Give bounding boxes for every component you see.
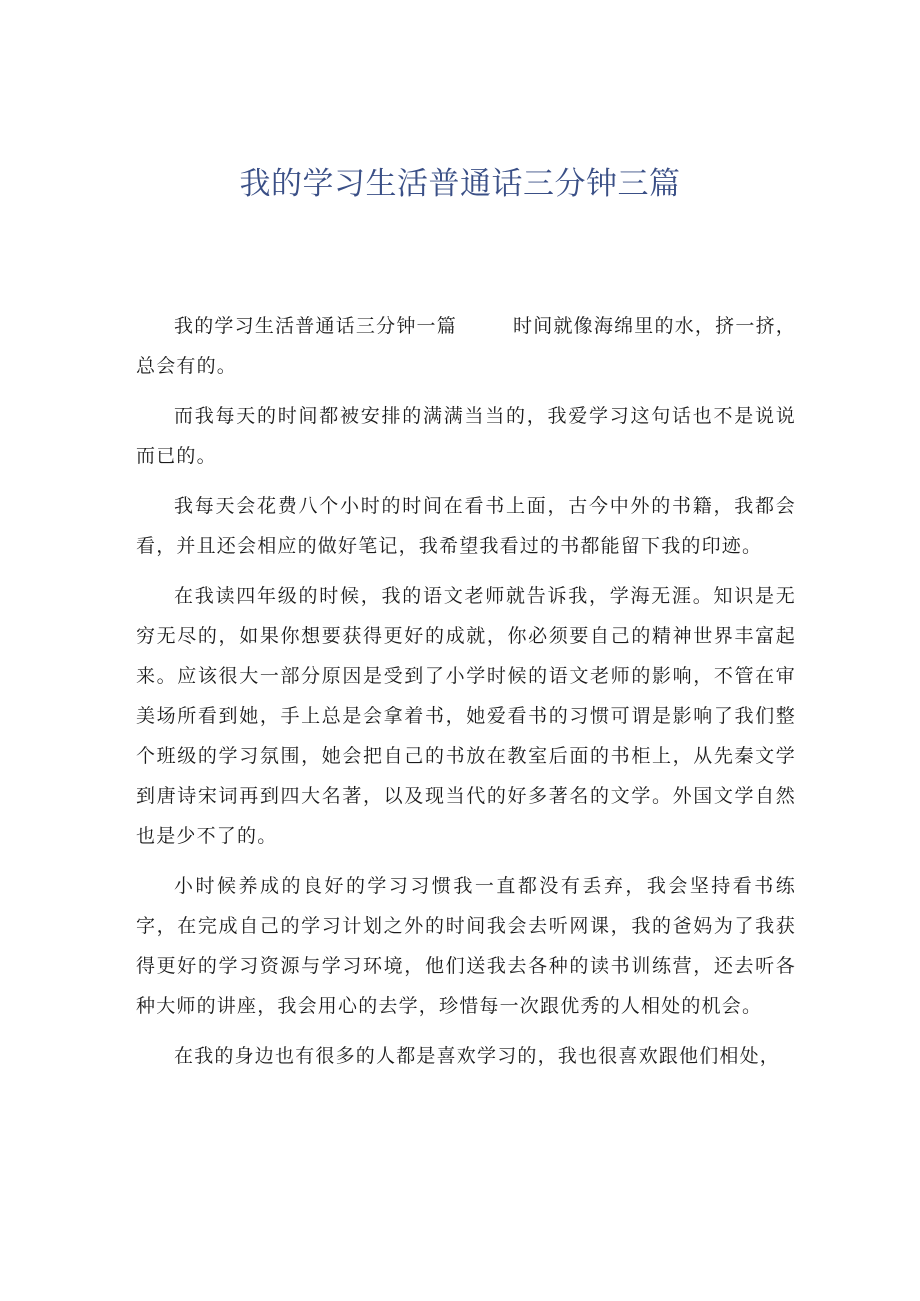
document-body: [136, 306, 796, 1086]
intro-paragraph: [136, 306, 796, 386]
paragraph-1: 而我每天的时间都被安排的满满当当的，我爱学习这句话也不是说说而已的。: [136, 405, 796, 467]
paragraph-5: 在我的身边也有很多的人都是喜欢学习的，我也很喜欢跟他们相处，: [174, 1045, 781, 1067]
paragraph-4: 小时候养成的良好的学习习惯我一直都没有丢弃，我会坚持看书练字，在完成自己的学习计划之外的时间我会去听网课，我的爸妈为了我获得更好的学习资源与学习环境，他们送我去各种的读书训练营，还去听各种大师的讲座，我会用心的去学，珍惜每一次跟优秀的人相处的机会。: [136, 875, 796, 1017]
intro-lead: 我的学习生活普通话三分钟一篇: [174, 315, 457, 337]
paragraph-3: 在我读四年级的时候，我的语文老师就告诉我，学海无涯。知识是无穷无尽的，如果你想要获得更好的成就，你必须要自己的精神世界丰富起来。应该很大一部分原因是受到了小学时候的语文老师的影响，不管在审美场所看到她，手上总是会拿着书，她爱看书的习惯可谓是影响了我们整个班级的学习氛围，她会把自己的书放在教室后面的书柜上，从先秦文学到唐诗宋词再到四大名著，以及现当代的好多著名的文学。外国文学自然也是少不了的。: [136, 585, 796, 847]
intro-rest: 时间就像海绵里的水，挤一挤，总会有的。: [136, 315, 796, 377]
document-title: 我的学习生活普通话三分钟三篇: [239, 166, 681, 202]
paragraph-2: 我每天会花费八个小时的时间在看书上面，古今中外的书籍，我都会看，并且还会相应的做好笔记，我希望我看过的书都能留下我的印迹。: [136, 495, 796, 557]
